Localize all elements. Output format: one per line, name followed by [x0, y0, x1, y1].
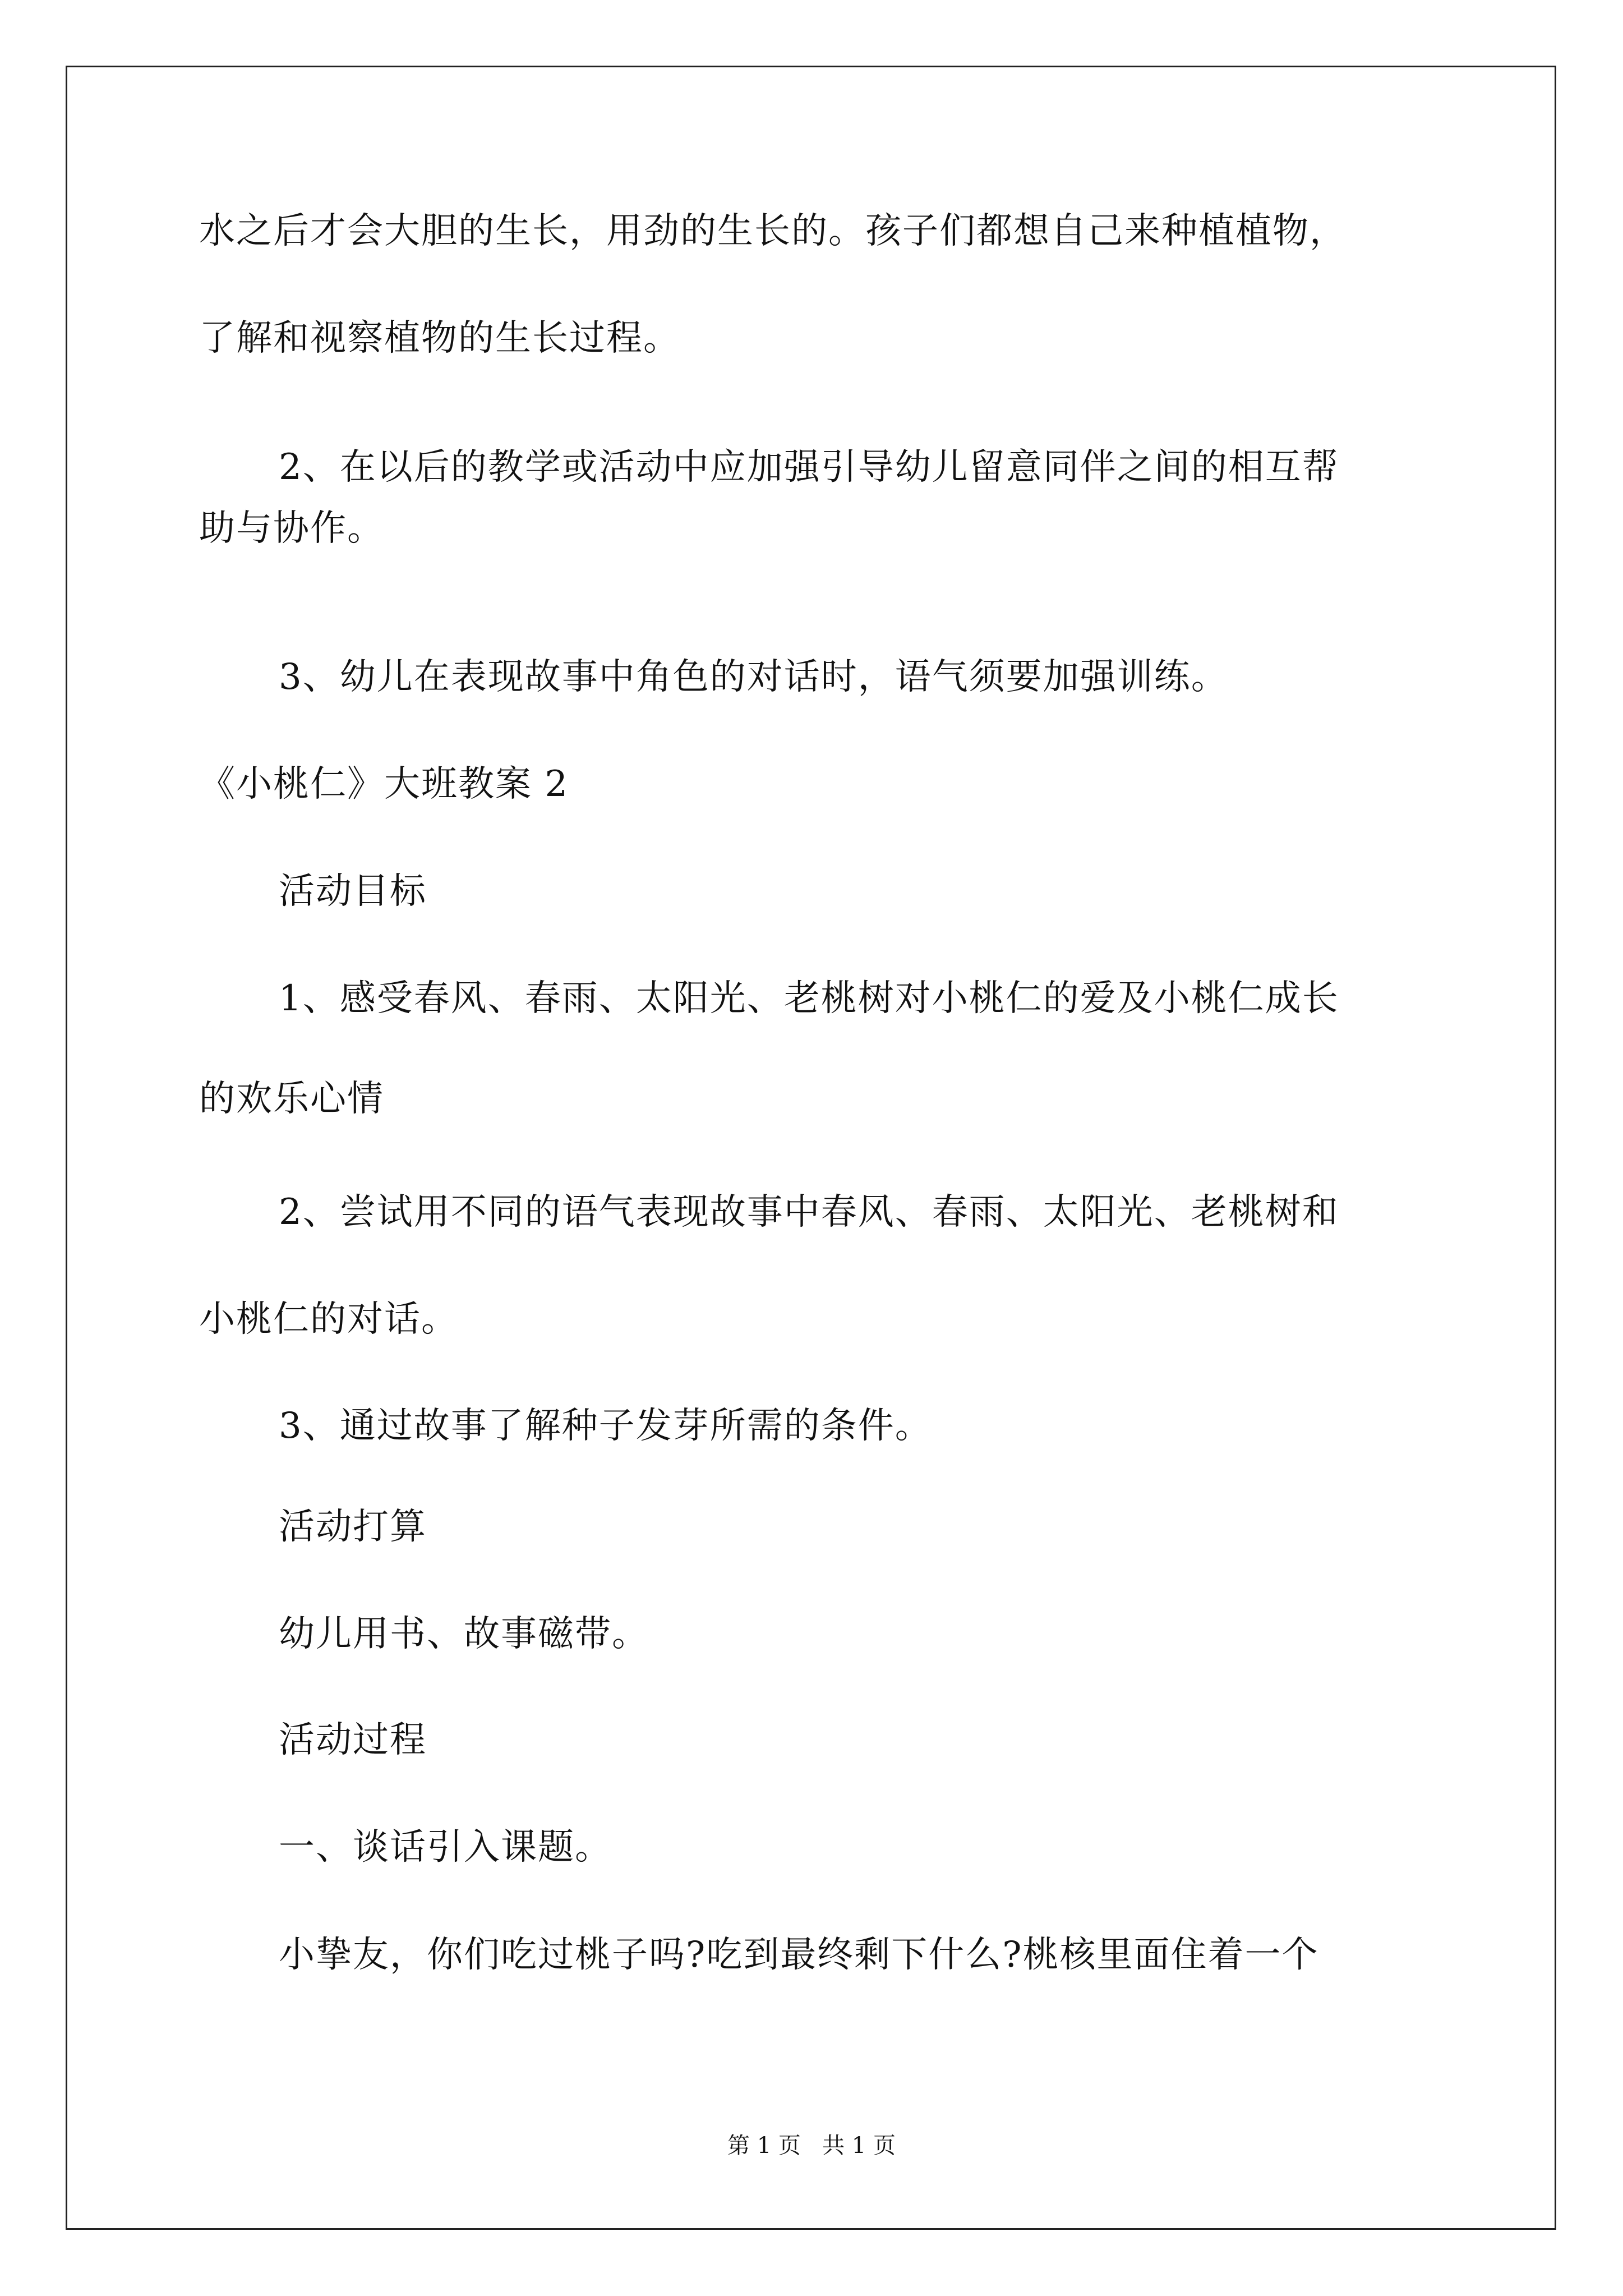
page-border	[66, 66, 1556, 2230]
text-line-8: 1、感受春风、春雨、太阳光、老桃树对小桃仁的爱及小桃仁成长	[279, 978, 1339, 1019]
page-footer: 第 1 页 共 1 页	[727, 2133, 896, 2159]
text-line-5: 3、幼儿在表现故事中角色的对话时，语气须要加强训练。	[279, 656, 1228, 698]
text-line-13: 活动打算	[279, 1506, 427, 1548]
section-heading: 《小桃仁》大班教案 2	[199, 763, 569, 805]
text-line-11: 小桃仁的对话。	[199, 1299, 458, 1340]
text-line-12: 3、通过故事了解种子发芽所需的条件。	[279, 1405, 932, 1447]
text-line-14: 幼儿用书、故事磁带。	[279, 1613, 649, 1655]
text-line-17: 小挚友，你们吃过桃子吗?吃到最终剩下什么?桃核里面住着一个	[279, 1934, 1319, 1976]
text-line-4: 助与协作。	[199, 508, 384, 549]
text-line-16: 一、谈话引入课题。	[279, 1826, 612, 1868]
text-line-10: 2、尝试用不同的语气表现故事中春风、春雨、太阳光、老桃树和	[279, 1191, 1339, 1233]
text-line-3: 2、在以后的教学或活动中应加强引导幼儿留意同伴之间的相互帮	[279, 447, 1339, 488]
text-line-2: 了解和视察植物的生长过程。	[199, 318, 680, 359]
text-line-9: 的欢乐心情	[199, 1078, 384, 1120]
text-line-15: 活动过程	[279, 1719, 427, 1761]
text-line-7: 活动目标	[279, 871, 427, 912]
text-line-1: 水之后才会大胆的生长，用劲的生长的。孩子们都想自己来种植植物，	[199, 210, 1347, 252]
